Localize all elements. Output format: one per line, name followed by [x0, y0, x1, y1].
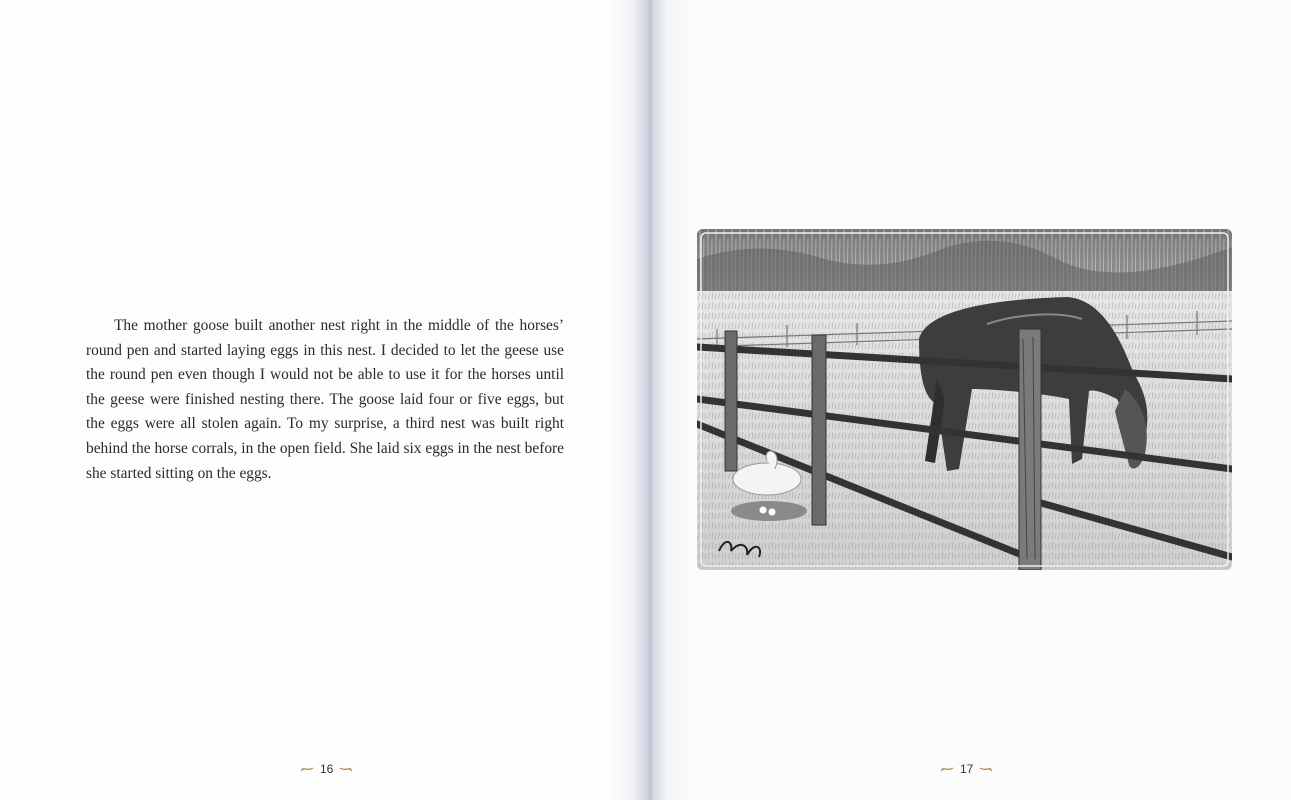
page-number-left-text: 16 [320, 762, 334, 776]
paragraph-text: The mother goose built another nest right in the middle of the horses’ round pen and started laying eggs in this nest. I decided to let the geese use the round pen even though I would not be able to use it for the horses until the geese were finished nesting there. The goose laid four or five eggs, but the eggs were all stolen again. To my surprise, a third nest was built right behind the horse corrals, in the open field. She laid six eggs in the nest before she started sitting on the eggs. [86, 317, 564, 482]
page-number-left [300, 762, 353, 776]
left-page [0, 0, 645, 800]
page-number-right [940, 762, 993, 776]
body-paragraph [86, 314, 564, 486]
horse-goose-illustration [697, 229, 1232, 570]
flourish-right-icon [339, 765, 353, 773]
flourish-right-icon [979, 765, 993, 773]
book-gutter-shadow [610, 0, 690, 800]
flourish-left-icon [940, 765, 954, 773]
page-number-right-text: 17 [960, 762, 974, 776]
illustration-drawing [697, 229, 1232, 570]
flourish-left-icon [300, 765, 314, 773]
